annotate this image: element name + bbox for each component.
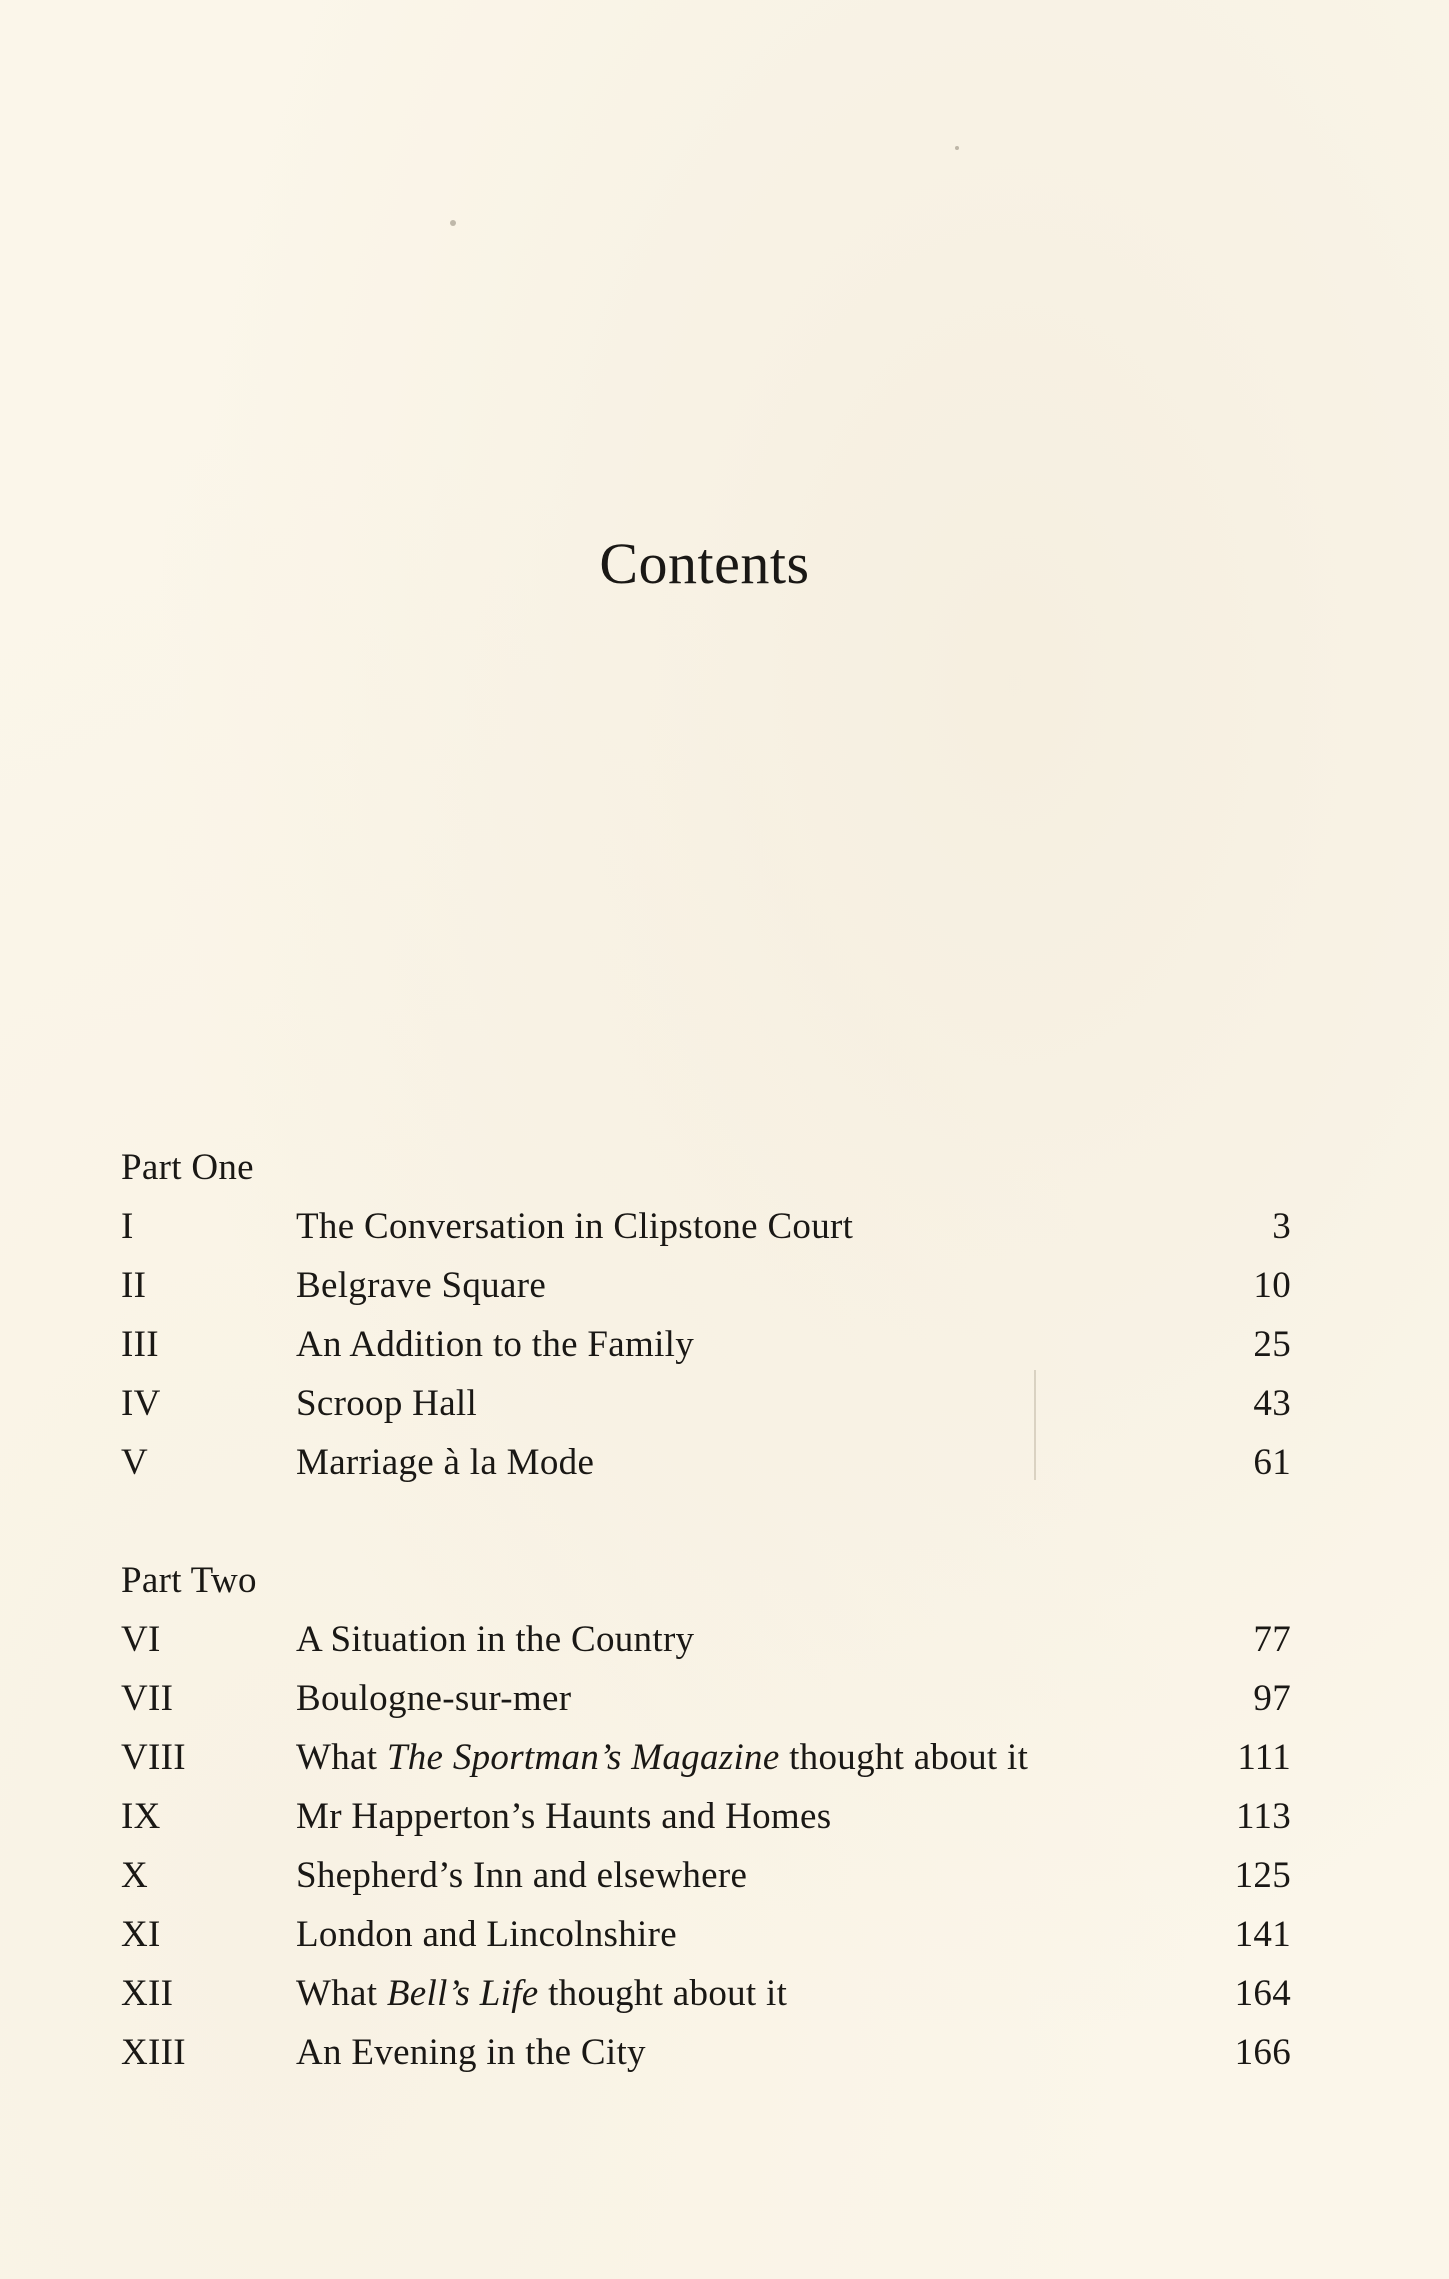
chapter-title — [296, 1972, 787, 2015]
part-heading-two: Part Two — [121, 1560, 257, 1601]
chapter-title — [296, 1736, 1028, 1779]
title-text: What — [296, 1973, 387, 2014]
page-number: 10 — [1253, 1265, 1291, 1306]
chapter-title: Boulogne-sur-mer — [296, 1678, 572, 1719]
chapter-number: XIII — [121, 2032, 186, 2073]
chapter-title: Mr Happerton’s Haunts and Homes — [296, 1796, 832, 1837]
toc-entry[interactable] — [121, 1854, 1291, 1913]
toc-entry[interactable] — [121, 2031, 1291, 2090]
title-text: thought about it — [779, 1737, 1029, 1778]
toc-entry[interactable] — [121, 1382, 1291, 1441]
page-number: 111 — [1237, 1737, 1291, 1778]
page-number: 164 — [1234, 1973, 1291, 2014]
page-number: 113 — [1235, 1796, 1291, 1837]
italic-title-text: Bell’s Life — [386, 1973, 539, 2014]
page-number: 77 — [1253, 1619, 1291, 1660]
paper-speck — [450, 220, 456, 226]
page-number: 141 — [1234, 1914, 1291, 1955]
chapter-number: IX — [121, 1796, 161, 1837]
toc-entry[interactable] — [121, 1441, 1291, 1500]
toc-entry[interactable] — [121, 1795, 1291, 1854]
part-heading-one: Part One — [121, 1147, 254, 1188]
italic-title-text: The Sportman’s Magazine — [386, 1737, 780, 1778]
toc-entry[interactable] — [121, 1618, 1291, 1677]
chapter-title: Belgrave Square — [296, 1265, 547, 1306]
toc-entry[interactable] — [121, 1736, 1291, 1795]
chapter-number: XII — [121, 1973, 174, 2014]
chapter-number: X — [121, 1855, 149, 1896]
chapter-title: An Addition to the Family — [296, 1324, 695, 1365]
page-number: 61 — [1253, 1442, 1291, 1483]
chapter-number: V — [121, 1442, 149, 1483]
title-text: What — [296, 1737, 387, 1778]
paper-speck — [955, 146, 959, 150]
chapter-number: II — [121, 1265, 147, 1306]
toc-entry[interactable] — [121, 1677, 1291, 1736]
page-number: 166 — [1234, 2032, 1291, 2073]
chapter-number: VI — [121, 1619, 161, 1660]
page-number: 125 — [1234, 1855, 1291, 1896]
chapter-number: III — [121, 1324, 159, 1365]
chapter-number: VIII — [121, 1737, 186, 1778]
chapter-title: Scroop Hall — [296, 1383, 478, 1424]
title-text: thought about it — [538, 1973, 788, 2014]
chapter-title: A Situation in the Country — [296, 1619, 695, 1660]
chapter-title: London and Lincolnshire — [296, 1914, 677, 1955]
chapter-title: Marriage à la Mode — [296, 1442, 595, 1483]
toc-entry[interactable] — [121, 1323, 1291, 1382]
page-title: Contents — [599, 531, 810, 596]
chapter-number: I — [121, 1206, 134, 1247]
toc-entry[interactable] — [121, 1205, 1291, 1264]
page-number: 97 — [1253, 1678, 1291, 1719]
chapter-number: VII — [121, 1678, 174, 1719]
chapter-number: IV — [121, 1383, 161, 1424]
chapter-title: The Conversation in Clipstone Court — [296, 1206, 854, 1247]
chapter-title: Shepherd’s Inn and elsewhere — [296, 1855, 748, 1896]
page-number: 25 — [1253, 1324, 1291, 1365]
toc-entry[interactable] — [121, 1913, 1291, 1972]
chapter-title: An Evening in the City — [296, 2032, 646, 2073]
toc-entry[interactable] — [121, 1972, 1291, 2031]
page-number: 43 — [1253, 1383, 1291, 1424]
chapter-number: XI — [121, 1914, 161, 1955]
page-number: 3 — [1272, 1206, 1291, 1247]
toc-entry[interactable] — [121, 1264, 1291, 1323]
